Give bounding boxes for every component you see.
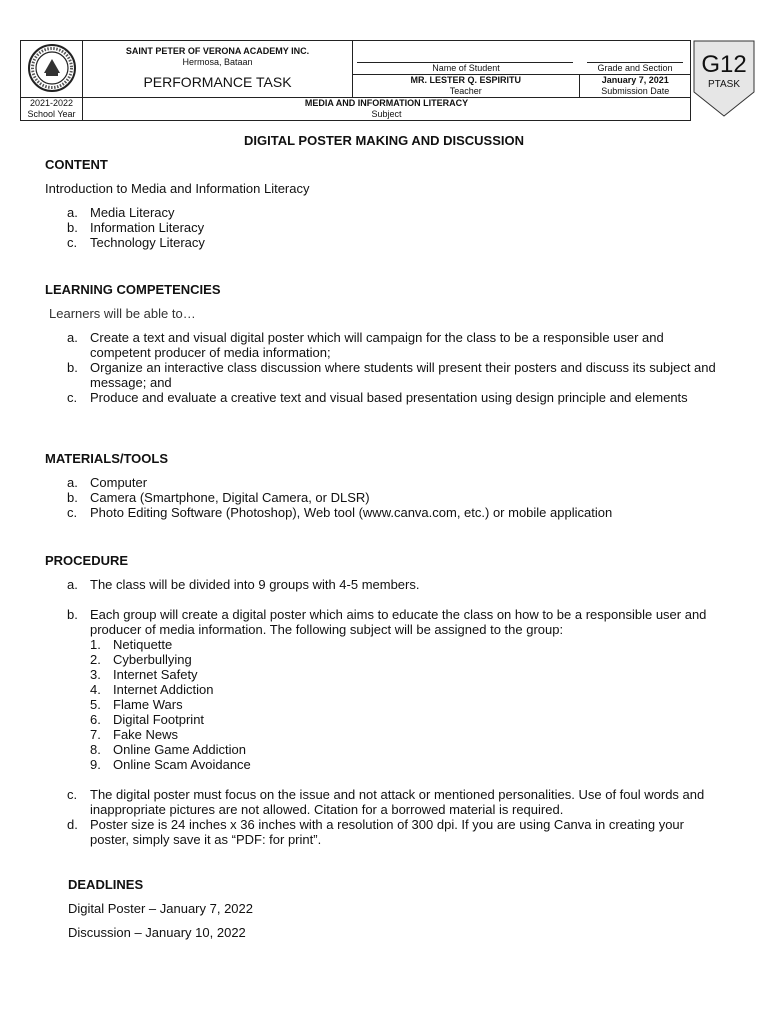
school-year-label: School Year <box>27 109 76 119</box>
topic-item: 4. Internet Addiction <box>90 682 214 697</box>
topics-list <box>90 637 725 772</box>
subject-label: Subject <box>371 109 402 119</box>
list-item: c. Technology Literacy <box>67 235 205 250</box>
content-heading: CONTENT <box>45 157 108 172</box>
list-item: b. Information Literacy <box>67 220 205 235</box>
student-name-field[interactable] <box>353 41 579 74</box>
student-name-label: Name of Student <box>432 62 500 73</box>
topic-item: 7. Fake News <box>90 727 179 742</box>
grade-badge <box>693 40 755 117</box>
school-year-cell <box>21 98 83 121</box>
subject-name: MEDIA AND INFORMATION LITERACY <box>304 98 469 108</box>
list-item: a. Media Literacy <box>67 205 175 220</box>
deadlines-heading: DEADLINES <box>68 877 144 892</box>
list-item: c. Photo Editing Software (Photoshop), Web tool (www.canva.com, etc.) or mobile application <box>67 505 613 520</box>
topic-item: 9. Online Scam Avoidance <box>90 757 251 772</box>
page-title: DIGITAL POSTER MAKING AND DISCUSSION <box>244 133 524 148</box>
materials-list <box>45 475 725 520</box>
topic-item: 1. Netiquette <box>90 637 173 652</box>
topic-item: 8. Online Game Addiction <box>90 742 246 757</box>
list-item: b. Camera (Smartphone, Digital Camera, or DLSR) <box>67 490 370 505</box>
submission-label: Submission Date <box>601 85 670 96</box>
competencies-heading: LEARNING COMPETENCIES <box>45 282 221 297</box>
topic-item: 2. Cyberbullying <box>90 652 192 667</box>
topic-item: 6. Digital Footprint <box>90 712 205 727</box>
list-item: c. The digital poster must focus on the issue and not attack or mentioned personalities. Use of foul words and inappropriate pictures are not allowed. Citation for a borrowed material is required. <box>67 787 705 817</box>
topic-item: 3. Internet Safety <box>90 667 198 682</box>
document-header <box>20 40 690 121</box>
school-info-cell <box>83 41 353 98</box>
materials-heading: MATERIALS/TOOLS <box>45 451 169 466</box>
deadline-poster: Digital Poster – January 7, 2022 <box>68 901 253 916</box>
school-location: Hermosa, Bataan <box>182 57 253 67</box>
teacher-label: Teacher <box>449 85 482 96</box>
list-item: a. Create a text and visual digital poster which will campaign for the class to be a responsible user and competent producer of media information; <box>67 330 664 360</box>
school-name: SAINT PETER OF VERONA ACADEMY INC. <box>125 46 310 56</box>
submission-cell <box>579 74 691 97</box>
deadline-discussion: Discussion – January 10, 2022 <box>68 925 246 940</box>
badge-grade: G12 <box>701 51 747 78</box>
list-item: b. Organize an interactive class discussion where students will present their posters and discuss its subject and message; and <box>67 360 716 390</box>
badge-tag: PTASK <box>707 79 741 90</box>
topic-item: 5. Flame Wars <box>90 697 183 712</box>
grade-section-field[interactable] <box>579 41 691 74</box>
school-seal-icon <box>27 43 77 93</box>
school-year: 2021-2022 <box>29 98 74 108</box>
competencies-list <box>45 330 725 405</box>
task-type: PERFORMANCE TASK <box>143 74 292 90</box>
submission-date: January 7, 2021 <box>601 74 669 85</box>
list-item: a. The class will be divided into 9 groups with 4-5 members. <box>67 577 420 592</box>
teacher-name: MR. LESTER Q. ESPIRITU <box>410 74 521 85</box>
competencies-intro: Learners will be able to… <box>49 306 196 321</box>
content-intro: Introduction to Media and Information Literacy <box>45 181 310 196</box>
subject-cell <box>83 98 691 121</box>
school-seal-cell <box>21 41 83 98</box>
list-item: a. Computer <box>67 475 148 490</box>
content-list <box>45 205 725 250</box>
grade-section-label: Grade and Section <box>597 62 673 73</box>
list-item: c. Produce and evaluate a creative text and visual based presentation using design principle and elements <box>67 390 688 405</box>
list-item: d. Poster size is 24 inches x 36 inches with a resolution of 300 dpi. If you are using Canva in creating your poster, simply save it as “PDF: for print”. <box>67 817 684 847</box>
procedure-heading: PROCEDURE <box>45 553 129 568</box>
teacher-cell <box>353 74 579 97</box>
list-item: b. Each group will create a digital poster which aims to educate the class on how to be a responsible user and producer of media information. The following subject will be assigned to the group: 1. Netiquette 2. Cyberbullying 3. Internet Safety 4. Internet Addiction 5. Flame Wars 6. Digital Footprint 7. Fake News 8. Online Game Addiction 9. Online Scam Avoidance <box>45 607 725 772</box>
procedure-list <box>45 577 725 847</box>
